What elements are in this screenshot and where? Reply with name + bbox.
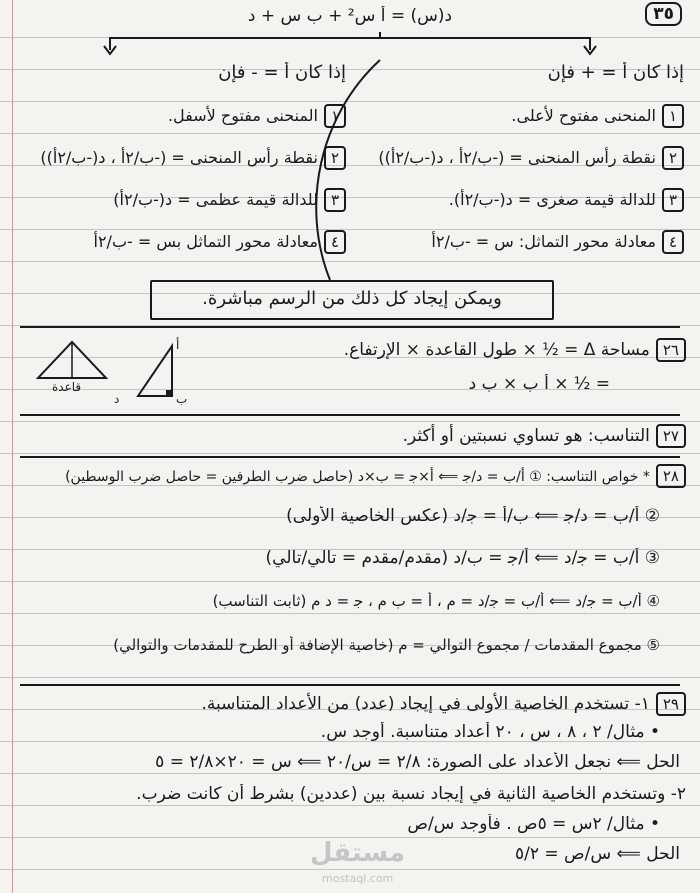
triangle-base-label: قاعدة [52,380,82,394]
property-4: ④ أ/ب = ﺟ/د ⟸ أ/ب = ﺟ/د = م ، أ = ب م ، ﺟ = د م (ثابت التناسب) [212,592,660,610]
left-condition: إذا كان أ = - فإن [218,62,346,83]
right-item-2: ٢نقطة رأس المنحنى = (-ب/٢أ ، د(-ب/٢أ)) [354,146,684,170]
left-item-3: ٣للدالة قيمة عظمى = د(-ب/٢أ) [16,188,346,212]
rule-1 [20,326,680,328]
left-item-1: ١المنحنى مفتوح لأسفل. [16,104,346,128]
watermark-logo: مستقل [310,838,406,868]
right-item-1: ١المنحنى مفتوح لأعلى. [354,104,684,128]
right-condition: إذا كان أ = + فإن [547,62,684,83]
margin-line [12,0,13,893]
rule-3 [20,456,680,458]
rule-2 [20,414,680,416]
left-item-2: ٢نقطة رأس المنحنى = (-ب/٢أ ، د(-ب/٢أ)) [16,146,346,170]
rule-4 [20,684,680,686]
section-29-line-1: ٢٩١- تستخدم الخاصية الأولى في إيجاد (عدد) من الأعداد المتناسبة. [14,692,686,716]
section-29-solution-2: الحل ⟸ س/ص = ٥/٢ [514,844,680,864]
property-3: ③ أ/ب = ﺟ/د ⟸ أ/ﺟ = ب/د (مقدم/مقدم = تالي/تالي) [265,548,660,568]
section-27: ٢٧التناسب: هو تساوي نسبتين أو أكثر. [14,424,686,448]
watermark-url: mostaql.com [322,872,394,885]
section-29-solution-1: الحل ⟸ نجعل الأعداد على الصورة: ٢/٨ = س/٢٠ ⟸ س = ٢٠×٢/٨ = ٥ [155,752,680,772]
left-item-4: ٤معادلة محور التماثل بس = -ب/٢أ [16,230,346,254]
property-5: ⑤ مجموع المقدمات / مجموع التوالي = م (خاصية الإضافة أو الطرح للمقدمات والتوالي) [113,636,660,654]
section-29-line-2: ٢- وتستخدم الخاصية الثانية في إيجاد نسبة بين (عددين) بشرط أن كانت ضرب. [136,784,686,804]
section-26-line-2: = ½ × أ ب × ب د [468,374,610,394]
section-29-example-1: • مثال/ ٢ ، ٨ ، س ، ٢٠ أعداد متناسبة. أوجد س. [320,722,660,742]
right-item-3: ٣للدالة قيمة صغرى = د(-ب/٢أ). [354,188,684,212]
banner-box: ويمكن إيجاد كل ذلك من الرسم مباشرة. [150,280,554,320]
vertex-b-label: ب [176,392,188,406]
property-2: ② أ/ب = د/ﺟ ⟸ ب/أ = ﺟ/د (عكس الخاصية الأولى) [286,506,660,526]
right-item-4: ٤معادلة محور التماثل: س = -ب/٢أ [354,230,684,254]
page-number: ٣٥ [645,2,682,26]
section-28-header: ٢٨* خواص التناسب: ① أ/ب = د/ﺟ ⟸ أ×ﺟ = ب×د (حاصل ضرب الطرفين = حاصل ضرب الوسطين) [14,464,686,488]
vertex-d-label: د [114,392,120,406]
vertex-a-label: أ [176,338,180,352]
section-29-example-2: • مثال/ ٢س = ٥ص . فأوجد س/ص [407,814,660,834]
section-26-line-1: ٢٦مساحة Δ = ½ × طول القاعدة × الإرتفاع. [200,338,686,362]
top-formula: د(س) = أ س² + ب س + د [247,6,453,26]
